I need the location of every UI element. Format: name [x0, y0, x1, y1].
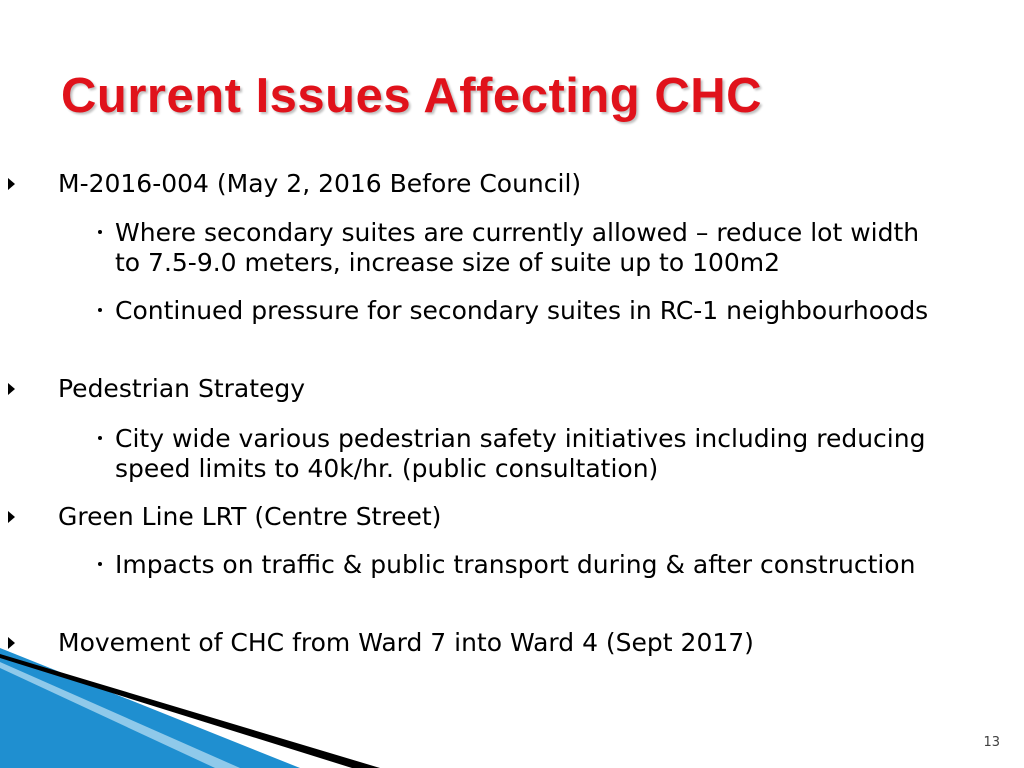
- sub-bullet-dot-icon: [98, 230, 102, 234]
- bullet-arrow-icon: [8, 383, 15, 395]
- page-number: 13: [983, 735, 1000, 750]
- sub-bullet-item: City wide various pedestrian safety initiatives including reducing speed limits to 40k/hr. (public consultation): [115, 424, 926, 483]
- sub-bullet-item: Impacts on traffic & public transport during & after construction: [115, 550, 916, 579]
- decorative-swoosh: [0, 640, 480, 768]
- sub-bullet-dot-icon: [98, 308, 102, 312]
- slide-title: Current Issues Affecting CHC: [61, 69, 763, 123]
- bullet-item: Green Line LRT (Centre Street): [58, 502, 442, 531]
- sub-bullet-item: Where secondary suites are currently allowed – reduce lot width to 7.5-9.0 meters, increase size of suite up to 100m2: [115, 218, 920, 277]
- bullet-item: M-2016-004 (May 2, 2016 Before Council): [58, 169, 582, 198]
- blue-swoosh-shape: [0, 648, 300, 768]
- bullet-item: Movement of CHC from Ward 7 into Ward 4 (Sept 2017): [58, 628, 754, 657]
- sub-bullet-item: Continued pressure for secondary suites in RC-1 neighbourhoods: [115, 296, 929, 325]
- bullet-item: Pedestrian Strategy: [58, 374, 306, 403]
- bullet-arrow-icon: [8, 511, 15, 523]
- bullet-arrow-icon: [8, 178, 15, 190]
- sub-bullet-dot-icon: [98, 436, 102, 440]
- sub-bullet-dot-icon: [98, 562, 102, 566]
